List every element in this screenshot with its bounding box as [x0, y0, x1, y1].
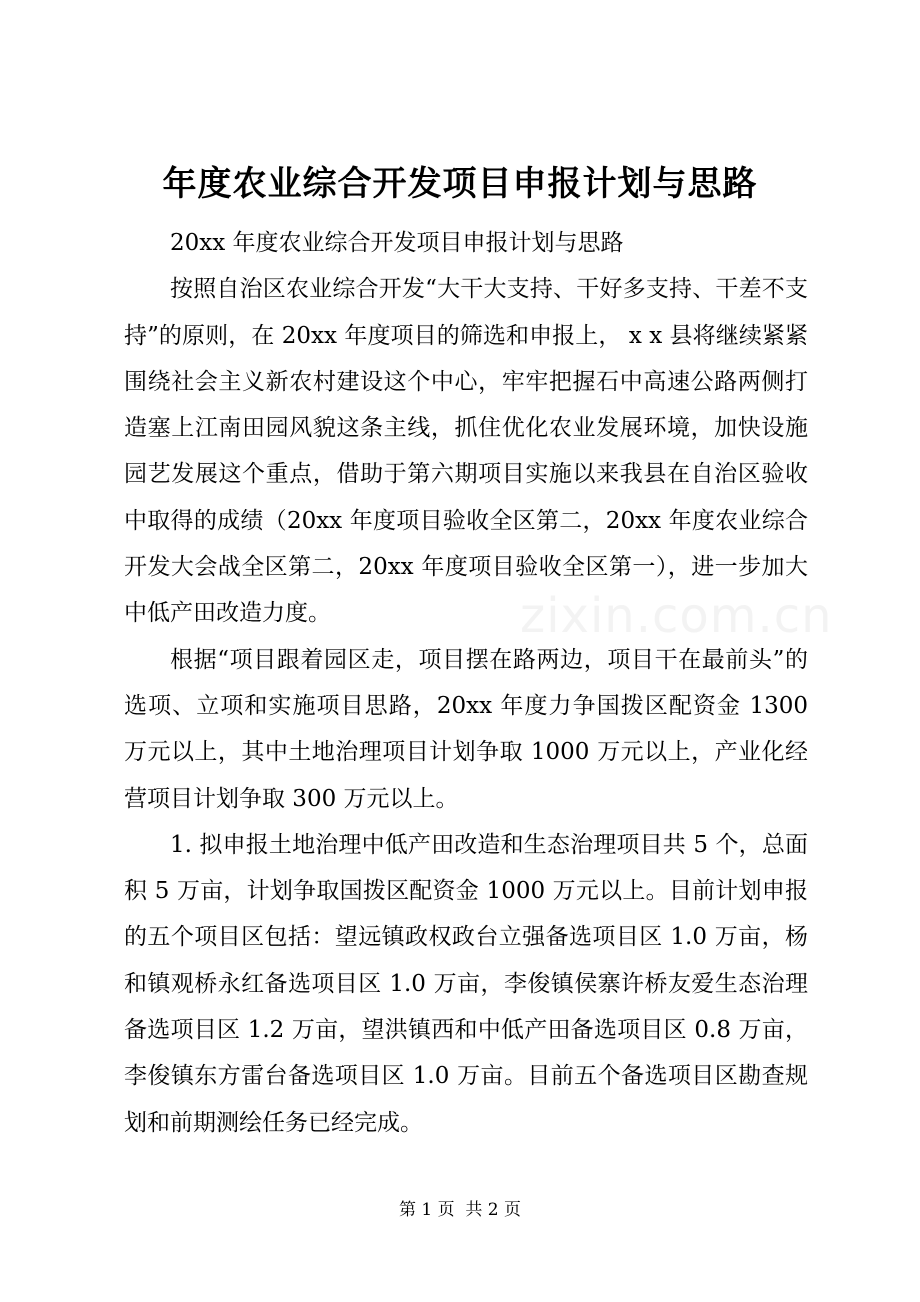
paragraph-subtitle: 20xx 年度农业综合开发项目申报计划与思路 [170, 230, 624, 256]
document-body [124, 220, 808, 1146]
paragraph-funding-plan: 根据“项目跟着园区走，项目摆在路两边，项目干在最前头”的选项、立项和实施项目思路，20xx 年度力争国拨区配资金 1300 万元以上，其中土地治理项目计划争取 1000 万元以上，产业化经营项目计划争取 300 万元以上。 [124, 646, 808, 812]
page-title: 年度农业综合开发项目申报计划与思路 [162, 164, 758, 204]
page-footer [0, 1198, 920, 1222]
watermark-logo: zixin.com.cn [520, 588, 833, 644]
page-number-label: 第 1 页 共 2 页 [398, 1200, 522, 1220]
paragraph-land-projects: 1. 拟申报土地治理中低产田改造和生态治理项目共 5 个，总面积 5 万亩，计划争取国拨区配资金 1000 万元以上。目前计划申报的五个项目区包括：望远镇政权政台立强备选项目区 1.0 万亩，杨和镇观桥永红备选项目区 1.0 万亩，李俊镇侯寨许桥友爱生态治理备选项目区 1.2 万亩，望洪镇西和中低产田备选项目区 0.8 万亩，李俊镇东方雷台备选项目区 1.0 万亩。目前五个备选项目区勘查规划和前期测绘任务已经完成。 [124, 831, 808, 1136]
paragraph-principle: 按照自治区农业综合开发“大干大支持、干好多支持、干差不支持”的原则，在 20xx 年度项目的筛选和申报上， x x 县将继续紧紧围绕社会主义新农村建设这个中心，牢牢把握石中高速公路两侧打造塞上江南田园风貌这条主线，抓住优化农业发展环境，加快设施园艺发展这个重点，借助于第六期项目实施以来我县在自治区验收中取得的成绩（20xx 年度项目验收全区第二，20xx 年度农业综合开发大会战全区第二，20xx 年度项目验收全区第一），进一步加大中低产田改造力度。 [124, 276, 808, 627]
